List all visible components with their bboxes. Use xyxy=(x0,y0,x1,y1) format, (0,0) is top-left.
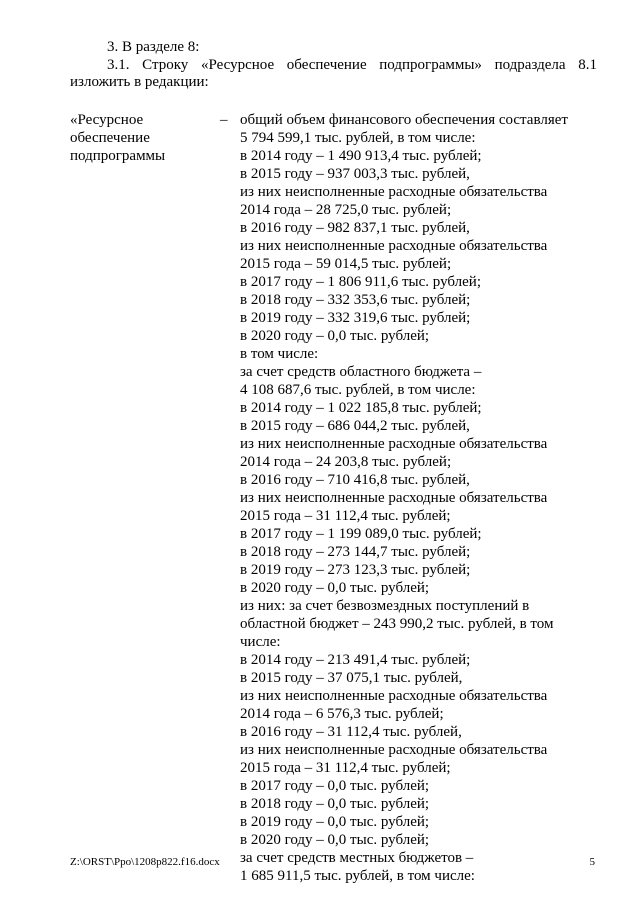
content-line: в 2016 году – 982 837,1 тыс. рублей, xyxy=(240,220,470,236)
content-line: в 2016 году – 710 416,8 тыс. рублей, xyxy=(240,472,470,488)
separator-dash: – xyxy=(220,112,228,128)
content-line: 4 108 687,6 тыс. рублей, в том числе: xyxy=(240,382,476,398)
content-line: в 2019 году – 273 123,3 тыс. рублей; xyxy=(240,562,471,578)
content-line: в 2019 году – 332 319,6 тыс. рублей; xyxy=(240,310,471,326)
row-label-line: «Ресурсное xyxy=(70,112,144,128)
content-line: из них неисполненные расходные обязательства xyxy=(240,490,548,506)
content-line: в 2014 году – 1 490 913,4 тыс. рублей; xyxy=(240,148,482,164)
content-line: в 2019 году – 0,0 тыс. рублей; xyxy=(240,814,430,830)
content-line: в 2017 году – 1 806 911,6 тыс. рублей; xyxy=(240,274,481,290)
page-number: 5 xyxy=(589,856,595,868)
content-line: за счет средств областного бюджета – xyxy=(240,364,482,380)
content-line: в 2015 году – 686 044,2 тыс. рублей, xyxy=(240,418,470,434)
paragraph-word: обеспечение xyxy=(286,57,367,73)
row-label-line: подпрограммы xyxy=(70,148,166,164)
content-line: 2015 года – 31 112,4 тыс. рублей; xyxy=(240,760,451,776)
content-line: в 2017 году – 0,0 тыс. рублей; xyxy=(240,778,430,794)
content-line: 5 794 599,1 тыс. рублей, в том числе: xyxy=(240,130,476,146)
paragraph-line: изложить в редакции: xyxy=(70,74,209,90)
content-line: из них неисполненные расходные обязательства xyxy=(240,742,548,758)
content-line: 2015 года – 31 112,4 тыс. рублей; xyxy=(240,508,451,524)
content-line: из них неисполненные расходные обязательства xyxy=(240,238,548,254)
content-line: в 2017 году – 1 199 089,0 тыс. рублей; xyxy=(240,526,482,542)
content-line: в 2014 году – 213 491,4 тыс. рублей; xyxy=(240,652,471,668)
paragraph-word: 8.1 xyxy=(578,57,597,73)
paragraph-word: подраздела xyxy=(494,57,566,73)
content-line: из них неисполненные расходные обязательства xyxy=(240,184,548,200)
row-label-line: обеспечение xyxy=(70,130,150,146)
content-line: в 2018 году – 273 144,7 тыс. рублей; xyxy=(240,544,471,560)
content-line: в 2016 году – 31 112,4 тыс. рублей, xyxy=(240,724,462,740)
content-line: в 2018 году – 0,0 тыс. рублей; xyxy=(240,796,430,812)
content-line: в 2020 году – 0,0 тыс. рублей; xyxy=(240,832,430,848)
content-line: областной бюджет – 243 990,2 тыс. рублей, в том xyxy=(240,616,554,632)
content-line: числе: xyxy=(240,634,281,650)
content-line: в том числе: xyxy=(240,346,319,362)
row-content xyxy=(240,111,600,885)
section-heading: 3. В разделе 8: xyxy=(107,39,200,55)
content-line: в 2018 году – 332 353,6 тыс. рублей; xyxy=(240,292,471,308)
content-line: общий объем финансового обеспечения составляет xyxy=(240,112,568,128)
content-line: в 2015 году – 937 003,3 тыс. рублей, xyxy=(240,166,470,182)
paragraph-word: 3.1. xyxy=(107,57,130,73)
content-line: в 2020 году – 0,0 тыс. рублей; xyxy=(240,328,430,344)
paragraph-word: Строку xyxy=(142,57,189,73)
paragraph-word: «Ресурсное xyxy=(200,57,275,73)
footer-file-path: Z:\ORST\Ppo\1208p822.f16.docx xyxy=(70,856,220,868)
content-line: 1 685 911,5 тыс. рублей, в том числе: xyxy=(240,868,475,884)
content-line: 2015 года – 59 014,5 тыс. рублей; xyxy=(240,256,452,272)
content-line: из них неисполненные расходные обязательства xyxy=(240,436,548,452)
content-line: из них: за счет безвозмездных поступлений в xyxy=(240,598,530,614)
content-line: 2014 года – 24 203,8 тыс. рублей; xyxy=(240,454,452,470)
content-line: из них неисполненные расходные обязательства xyxy=(240,688,548,704)
paragraph-line xyxy=(107,56,597,74)
row-label xyxy=(70,111,165,165)
paragraph-word: подпрограммы» xyxy=(379,57,482,73)
content-line: 2014 года – 28 725,0 тыс. рублей; xyxy=(240,202,452,218)
content-line: за счет средств местных бюджетов – xyxy=(240,850,474,866)
content-line: в 2014 году – 1 022 185,8 тыс. рублей; xyxy=(240,400,482,416)
content-line: в 2020 году – 0,0 тыс. рублей; xyxy=(240,580,430,596)
content-line: 2014 года – 6 576,3 тыс. рублей; xyxy=(240,706,444,722)
content-line: в 2015 году – 37 075,1 тыс. рублей, xyxy=(240,670,463,686)
